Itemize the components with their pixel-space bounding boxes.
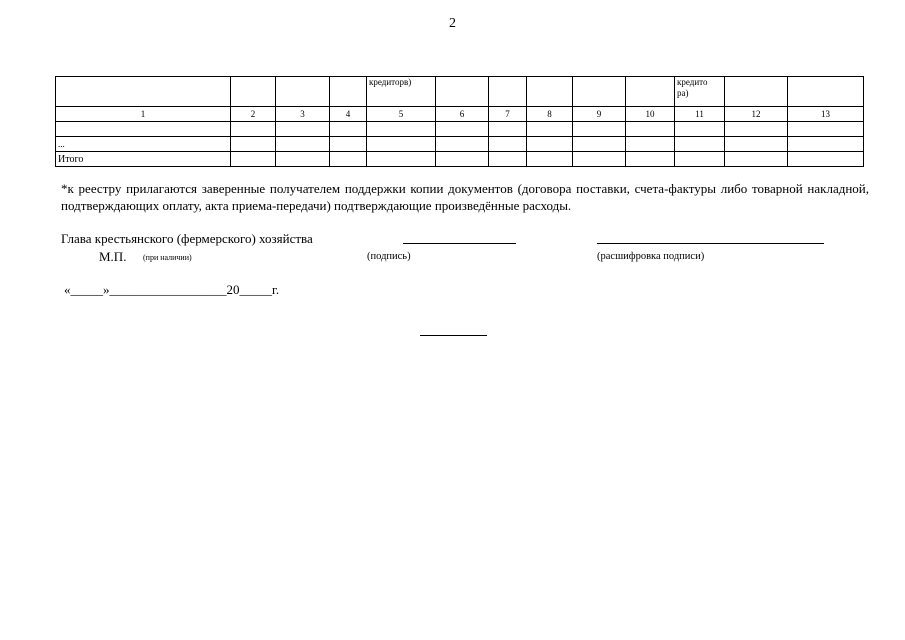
table-cell (330, 137, 367, 152)
header-cell (788, 77, 864, 107)
ellipsis-cell: ... (56, 137, 231, 152)
header-cell (436, 77, 489, 107)
column-number: 12 (725, 107, 788, 122)
table-cell (436, 122, 489, 137)
column-number: 4 (330, 107, 367, 122)
table-cell (276, 122, 330, 137)
column-number: 11 (675, 107, 725, 122)
table-cell (573, 152, 626, 167)
table-cell (788, 152, 864, 167)
table-cell (675, 137, 725, 152)
header-fragment: кредито (677, 77, 708, 87)
table-cell (231, 137, 276, 152)
table-cell (276, 137, 330, 152)
column-number: 2 (231, 107, 276, 122)
table-row (56, 137, 864, 152)
column-number: 1 (56, 107, 231, 122)
table-cell (330, 122, 367, 137)
total-row (56, 152, 864, 167)
table-cell (675, 152, 725, 167)
page-number: 2 (449, 16, 456, 31)
table-cell (725, 122, 788, 137)
table-cell (367, 152, 436, 167)
head-label: Глава крестьянского (фермерского) хозяйства (61, 231, 313, 246)
column-number: 13 (788, 107, 864, 122)
column-number: 3 (276, 107, 330, 122)
table-cell (489, 122, 527, 137)
header-fragment: ра) (677, 88, 689, 98)
end-divider (420, 335, 487, 336)
table-cell (626, 152, 675, 167)
table-cell (489, 137, 527, 152)
column-number: 10 (626, 107, 675, 122)
table-cell (788, 122, 864, 137)
table-cell (231, 152, 276, 167)
header-cell (330, 77, 367, 107)
header-cell (56, 77, 231, 107)
table-cell (626, 137, 675, 152)
table-cell (527, 137, 573, 152)
header-fragment: кредиторв) (369, 77, 412, 87)
header-cell (626, 77, 675, 107)
mp-note: (при наличии) (143, 253, 192, 262)
table-cell (725, 152, 788, 167)
table-cell (489, 152, 527, 167)
total-label: Итого (56, 152, 231, 167)
header-cell (725, 77, 788, 107)
header-cell (675, 77, 725, 107)
decode-line (597, 243, 824, 244)
column-number: 6 (436, 107, 489, 122)
table-cell (527, 122, 573, 137)
header-cell (573, 77, 626, 107)
header-cell (489, 77, 527, 107)
column-number: 8 (527, 107, 573, 122)
header-cell (527, 77, 573, 107)
register-table (55, 76, 864, 167)
table-header-row (56, 77, 864, 107)
table-cell (367, 137, 436, 152)
header-cell (231, 77, 276, 107)
table-cell (573, 137, 626, 152)
column-number: 7 (489, 107, 527, 122)
table-cell (56, 122, 231, 137)
column-number-row (56, 107, 864, 122)
table-cell (725, 137, 788, 152)
table-row (56, 122, 864, 137)
sign-caption: (подпись) (367, 251, 411, 262)
table-cell (675, 122, 725, 137)
footnote: *к реестру прилагаются заверенные получателем поддержки копии документов (договора поставки, счета-фактуры либо товарной накладной, подтверждающих оплату, акта приема-передачи) подтверждающие произведённые расходы. (61, 181, 869, 213)
mp-label: М.П. (99, 249, 127, 264)
table-cell (231, 122, 276, 137)
signature-line (403, 243, 516, 244)
table-cell (626, 122, 675, 137)
column-number: 5 (367, 107, 436, 122)
date-line: «_____»__________________20_____г. (64, 282, 280, 297)
table-cell (276, 152, 330, 167)
table-cell (367, 122, 436, 137)
table-cell (573, 122, 626, 137)
column-number: 9 (573, 107, 626, 122)
header-cell (276, 77, 330, 107)
decode-caption: (расшифровка подписи) (597, 251, 705, 262)
table-cell (527, 152, 573, 167)
header-cell (367, 77, 436, 107)
table-cell (436, 137, 489, 152)
table-cell (330, 152, 367, 167)
table-cell (788, 137, 864, 152)
table-cell (436, 152, 489, 167)
